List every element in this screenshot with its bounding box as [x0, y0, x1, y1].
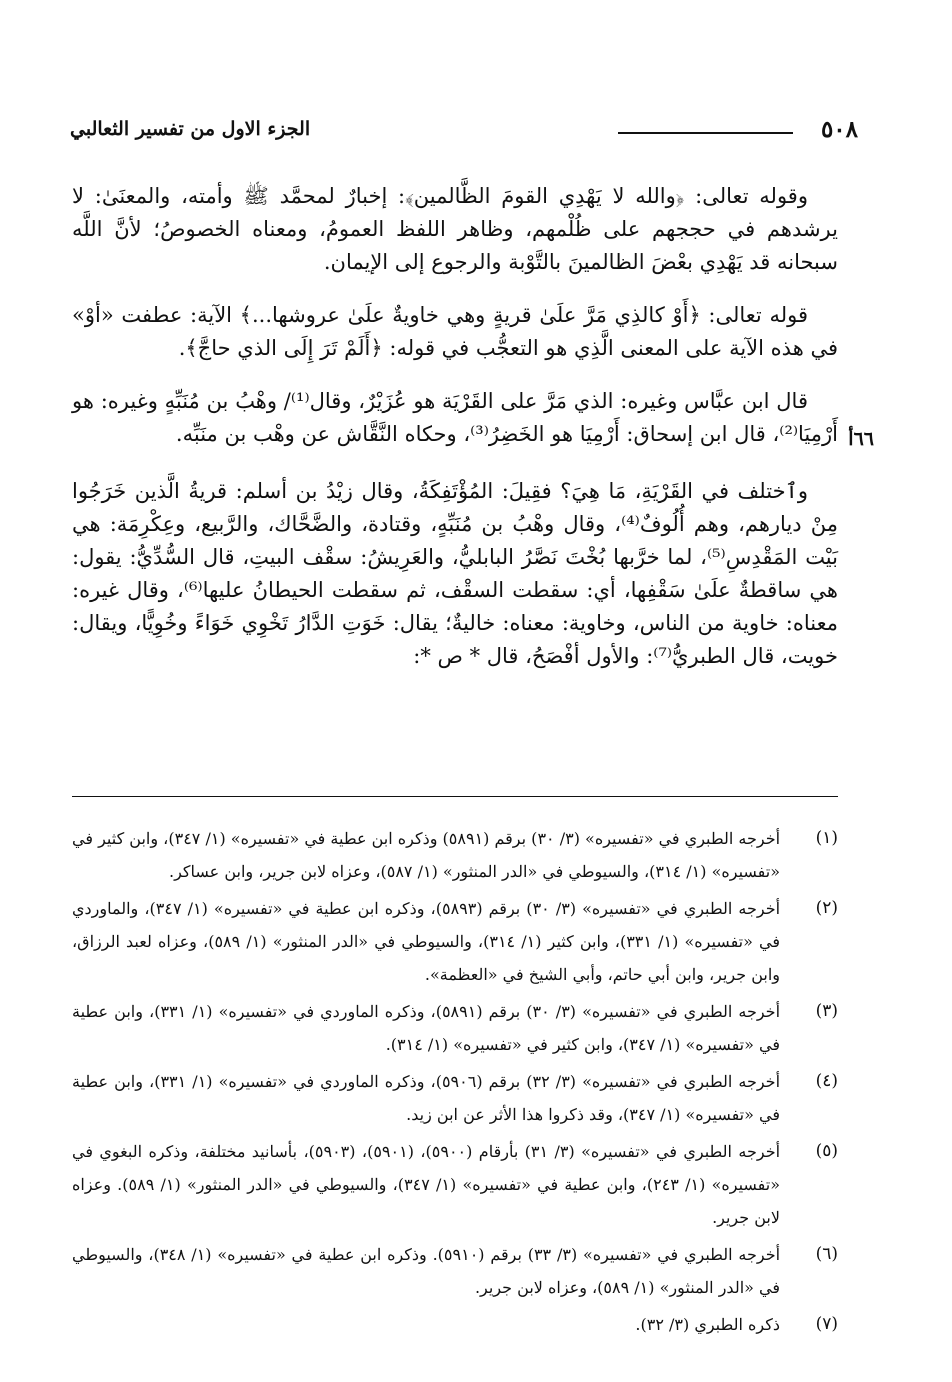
header-rule: [618, 132, 793, 134]
footnote-text: أخرجه الطبري في «تفسيره» (٣/ ٣٣) برقم (٥٩١٠). وذكره ابن عطية في «تفسيره» (١/ ٣٤٨)، والسيوطي في «الدر المنثور» (١/ ٥٨٩)، وعزاه لابن جرير.: [72, 1245, 781, 1297]
footnote-text: أخرجه الطبري في «تفسيره» (٣/ ٣٠) برقم (٥٨٩١) وذكره ابن عطية في «تفسيره» (١/ ٣٤٧)، وابن كثير في «تفسيره» (١/ ٣١٤)، والسيوطي في «الدر المنثور» (١/ ٥٨٧)، وعزاه لابن جرير، وابن عساكر.: [72, 829, 781, 881]
footnote-number: (٤): [815, 1071, 838, 1091]
footnote: [72, 822, 838, 888]
footnote-number: (٣): [815, 1001, 838, 1021]
footnote-number: (٦): [815, 1244, 838, 1264]
footnote-number: (١): [815, 828, 838, 848]
footnote-number: (٥): [815, 1141, 838, 1161]
footnote: [72, 1308, 838, 1341]
paragraph: وقوله تعالى: ﴿والله لا يَهْدِي القومَ الظَّالمين﴾: إخبارٌ لمحمَّد ﷺ وأمته، والمعنَىٰ: لا يرشدهم في حججهم على ظُلْمهم، وظاهر اللفظ العمومُ، ومعناه الخصوصُ؛ لأنَّ اللَّه سبحانه قد يَهْدِي بعْضَ الظالمينَ بالتَّوْبة والرجوع إلى الإيمان.: [72, 184, 838, 274]
footnote-divider: [72, 796, 838, 797]
paragraph: وٱختلف في القَرْيَةِ، مَا هِيَ؟ فقِيلَ: المُؤْتَفِكَةُ، وقال زيْدُ بن أسلم: قريةُ الَّذين خَرَجُوا مِنْ ديارهم، وهم أُلُوفٌ⁽⁴⁾، وقال وهْبُ بن مُنَبِّهٍ، وقتادة، والضَّحَّاك، والرَّبيع، وعِكْرِمَة: هي بَيْت المَقْدِسِ⁽⁵⁾، لما خرَّبها بُخْتَ نَصَّرُ البابليُّ، والعَرِيشُ: سقْف البيتِ، قال السُّدِّيُّ: يقول: هي ساقطةٌ علَىٰ سَقْفِها، أي: سقطت السقْف، ثم سقطت الحيطانُ عليها⁽⁶⁾، وقال غيره: معناه: خاوية من الناس، وخاوية: معناه: خاليةٌ؛ يقال: خَوَتِ الدَّارُ تَخْوِي خَوَاءً وخُوِيًّا، ويقال: خويت، قال الطبريُّ⁽⁷⁾: والأول أفْصَحُ، قال * ص *:: [72, 479, 839, 668]
footnote-number: (٢): [815, 898, 838, 918]
footnote: [72, 1065, 838, 1131]
paragraph: قوله تعالى: ﴿أَوْ كالذِي مَرَّ علَىٰ قريةٍ وهي خاويةٌ علَىٰ عروشها...﴾ الآية: عطفت «أوْ» في هذه الآية على المعنى الَّذِي هو التعجُّب في قوله: ﴿أَلَمْ تَرَ إِلَى الذي حاجَّ﴾.: [72, 303, 838, 360]
footnote: [72, 995, 838, 1061]
footnote: [72, 1135, 838, 1234]
main-text: [72, 180, 838, 693]
footnote: [72, 892, 838, 991]
manuscript-folio-note: ٦٦أ: [848, 428, 874, 450]
running-title: الجزء الاول من تفسير الثعالبي: [70, 118, 311, 140]
footnote-text: أخرجه الطبري في «تفسيره» (٣/ ٣١) بأرقام (٥٩٠٠)، (٥٩٠١)، (٥٩٠٣)، بأسانيد مختلفة، وذكره البغوي في «تفسيره» (١/ ٢٤٣)، وابن عطية في «تفسيره» (١/ ٣٤٧)، والسيوطي في «الدر المنثور» (١/ ٥٨٩). وعزاه لابن جرير.: [72, 1142, 781, 1227]
page-header: [70, 116, 858, 150]
page-number: ٥٠٨: [820, 116, 858, 143]
footnote: [72, 1238, 838, 1304]
footnote-text: ذكره الطبري (٣/ ٣٢).: [635, 1315, 780, 1334]
footnote-number: (٧): [815, 1314, 838, 1334]
footnote-text: أخرجه الطبري في «تفسيره» (٣/ ٣٢) برقم (٥٩٠٦)، وذكره الماوردي في «تفسيره» (١/ ٣٣١)، وابن عطية في «تفسيره» (١/ ٣٤٧)، وقد ذكروا هذا الأثر عن ابن زيد.: [72, 1072, 781, 1124]
footnote-text: أخرجه الطبري في «تفسيره» (٣/ ٣٠) برقم (٥٨٩١)، وذكره الماوردي في «تفسيره» (١/ ٣٣١)، وابن عطية في «تفسيره» (١/ ٣٤٧)، وابن كثير في «تفسيره» (١/ ٣١٤).: [72, 1002, 781, 1054]
paragraph: قال ابن عبَّاس وغيره: الذي مَرَّ على القَرْيَة هو عُزَيْرٌ، وقال⁽¹⁾/ وهْبُ بن مُنَبِّهٍ وغيره: هو أَرْمِيَا⁽²⁾، قال ابن إسحاق: أَرْمِيَا هو الخَضِرُ⁽³⁾، وحكاه النَّقَّاش عن وهْب بن منَبِّه.: [72, 389, 838, 446]
footnote-text: أخرجه الطبري في «تفسيره» (٣/ ٣٠) برقم (٥٨٩٣)، وذكره ابن عطية في «تفسيره» (١/ ٣٤٧)، والماوردي في «تفسيره» (١/ ٣٣١)، وابن كثير (١/ ٣١٤)، والسيوطي في «الدر المنثور» (١/ ٥٨٩)، وعزاه لعبد الرزاق، وابن جرير، وابن أبي حاتم، وأبي الشيخ في «العظمة».: [72, 899, 781, 984]
footnotes: [72, 822, 838, 1345]
